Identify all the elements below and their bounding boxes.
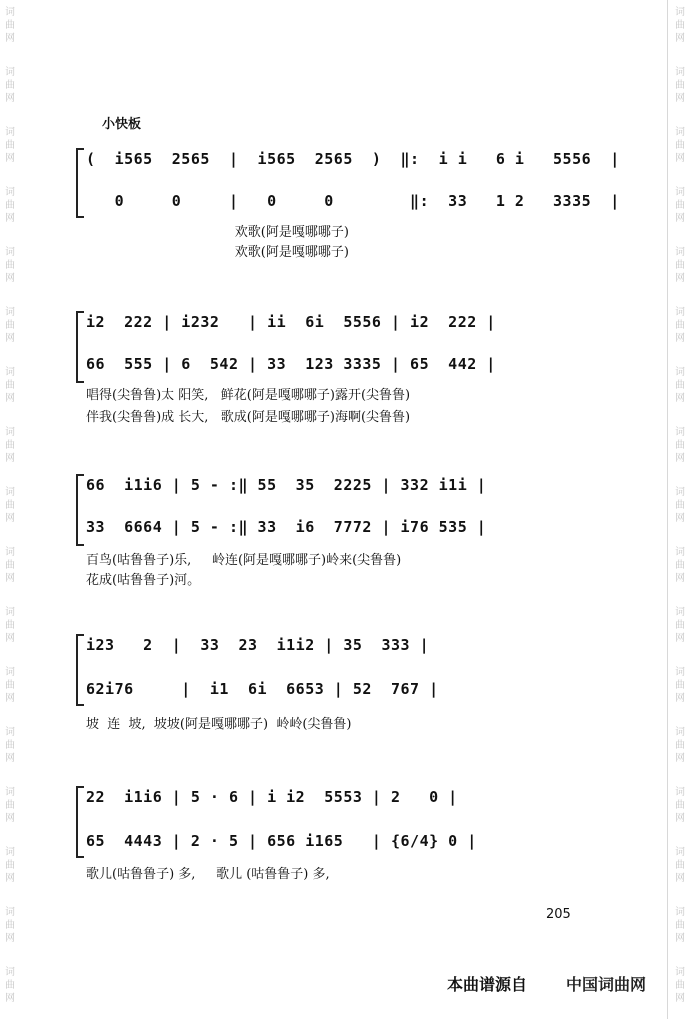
right-watermark-column bbox=[672, 0, 688, 1019]
watermark-text: 词 曲 网 bbox=[675, 7, 685, 44]
lyric-line-2: 伴我(尖鲁鲁)成 长大, 歌成(阿是嘎哪哪子)海啊(尖鲁鲁) bbox=[86, 410, 411, 425]
lyric-line-2: 花成(咕鲁鲁子)河。 bbox=[86, 573, 201, 588]
upper-voice-line: i2 222 | i232 | ii 6i 5556 | i2 222 | bbox=[86, 313, 496, 331]
lower-voice-line: 66 555 | 6 542 | 33 123 3335 | 65 442 | bbox=[86, 355, 496, 373]
watermark-text: 词 曲 网 bbox=[675, 607, 685, 644]
watermark-text: 词 曲 网 bbox=[675, 907, 685, 944]
score-system-1 bbox=[76, 140, 620, 270]
watermark-text: 词 曲 网 bbox=[5, 67, 15, 104]
lower-voice-line: 33 6664 | 5 - :‖ 33 i6 7772 | i76 535 | bbox=[86, 518, 487, 536]
page-number: 205 bbox=[546, 907, 571, 922]
lyric-line-1: 歌儿(咕鲁鲁子) 多, 歌儿 (咕鲁鲁子) 多, bbox=[86, 867, 330, 882]
watermark-text: 词 曲 网 bbox=[5, 427, 15, 464]
system-brace bbox=[76, 148, 84, 218]
lower-voice-line: 62i76 | i1 6i 6653 | 52 767 | bbox=[86, 680, 439, 698]
score-system-3 bbox=[76, 468, 590, 588]
lower-voice-line: 0 0 | 0 0 ‖: 33 1 2 3335 | bbox=[86, 192, 620, 210]
score-system-2 bbox=[76, 305, 590, 425]
system-brace bbox=[76, 311, 84, 383]
watermark-text: 词 曲 网 bbox=[5, 367, 15, 404]
watermark-text: 词 曲 网 bbox=[5, 787, 15, 824]
lyric-line-1: 唱得(尖鲁鲁)太 阳笑, 鲜花(阿是嘎哪哪子)露开(尖鲁鲁) bbox=[86, 388, 411, 403]
watermark-text: 词 曲 网 bbox=[675, 367, 685, 404]
footer-source-label: 本曲谱源自 bbox=[447, 975, 528, 994]
watermark-text: 词 曲 网 bbox=[5, 187, 15, 224]
watermark-text: 词 曲 网 bbox=[675, 547, 685, 584]
score-system-5 bbox=[76, 780, 590, 890]
upper-voice-line: ( i565 2565 | i565 2565 ) ‖: i i 6 i 5556 | bbox=[86, 150, 620, 168]
watermark-text: 词 曲 网 bbox=[675, 127, 685, 164]
watermark-text: 词 曲 网 bbox=[5, 607, 15, 644]
lower-voice-line: 65 4443 | 2 · 5 | 656 i165 | {6/4} 0 | bbox=[86, 832, 477, 850]
score-system-4 bbox=[76, 628, 590, 738]
lyric-line-1: 坡 连 坡, 坡坡(阿是嘎哪哪子) 岭岭(尖鲁鲁) bbox=[86, 717, 352, 732]
lyric-line-1: 欢歌(阿是嘎哪哪子) bbox=[86, 225, 349, 240]
upper-voice-line: 22 i1i6 | 5 · 6 | i i2 5553 | 2 0 | bbox=[86, 788, 458, 806]
footer-site-name[interactable]: 中国词曲网 bbox=[566, 975, 647, 994]
watermark-text: 词 曲 网 bbox=[675, 67, 685, 104]
watermark-text: 词 曲 网 bbox=[5, 727, 15, 764]
right-margin-rule bbox=[667, 0, 668, 1019]
upper-voice-line: i23 2 | 33 23 i1i2 | 35 333 | bbox=[86, 636, 430, 654]
watermark-text: 词 曲 网 bbox=[675, 247, 685, 284]
lyric-line-1: 百鸟(咕鲁鲁子)乐, 岭连(阿是嘎哪哪子)岭来(尖鲁鲁) bbox=[86, 553, 402, 568]
system-brace bbox=[76, 474, 84, 546]
tempo-marking: 小快板 bbox=[102, 117, 142, 132]
watermark-text: 词 曲 网 bbox=[5, 667, 15, 704]
watermark-text: 词 曲 网 bbox=[675, 967, 685, 1004]
watermark-text: 词 曲 网 bbox=[5, 7, 15, 44]
system-brace bbox=[76, 634, 84, 706]
watermark-text: 词 曲 网 bbox=[5, 127, 15, 164]
watermark-text: 词 曲 网 bbox=[675, 187, 685, 224]
left-watermark-column bbox=[2, 0, 18, 1019]
watermark-text: 词 曲 网 bbox=[5, 547, 15, 584]
watermark-text: 词 曲 网 bbox=[5, 967, 15, 1004]
watermark-text: 词 曲 网 bbox=[675, 487, 685, 524]
upper-voice-line: 66 i1i6 | 5 - :‖ 55 35 2225 | 332 i1i | bbox=[86, 476, 487, 494]
watermark-text: 词 曲 网 bbox=[5, 907, 15, 944]
watermark-text: 词 曲 网 bbox=[675, 667, 685, 704]
watermark-text: 词 曲 网 bbox=[5, 247, 15, 284]
watermark-text: 词 曲 网 bbox=[675, 727, 685, 764]
watermark-text: 词 曲 网 bbox=[675, 427, 685, 464]
watermark-text: 词 曲 网 bbox=[5, 487, 15, 524]
system-brace bbox=[76, 786, 84, 858]
watermark-text: 词 曲 网 bbox=[675, 847, 685, 884]
watermark-text: 词 曲 网 bbox=[675, 787, 685, 824]
watermark-text: 词 曲 网 bbox=[5, 307, 15, 344]
watermark-text: 词 曲 网 bbox=[675, 307, 685, 344]
watermark-text: 词 曲 网 bbox=[5, 847, 15, 884]
lyric-line-2: 欢歌(阿是嘎哪哪子) bbox=[86, 245, 349, 260]
